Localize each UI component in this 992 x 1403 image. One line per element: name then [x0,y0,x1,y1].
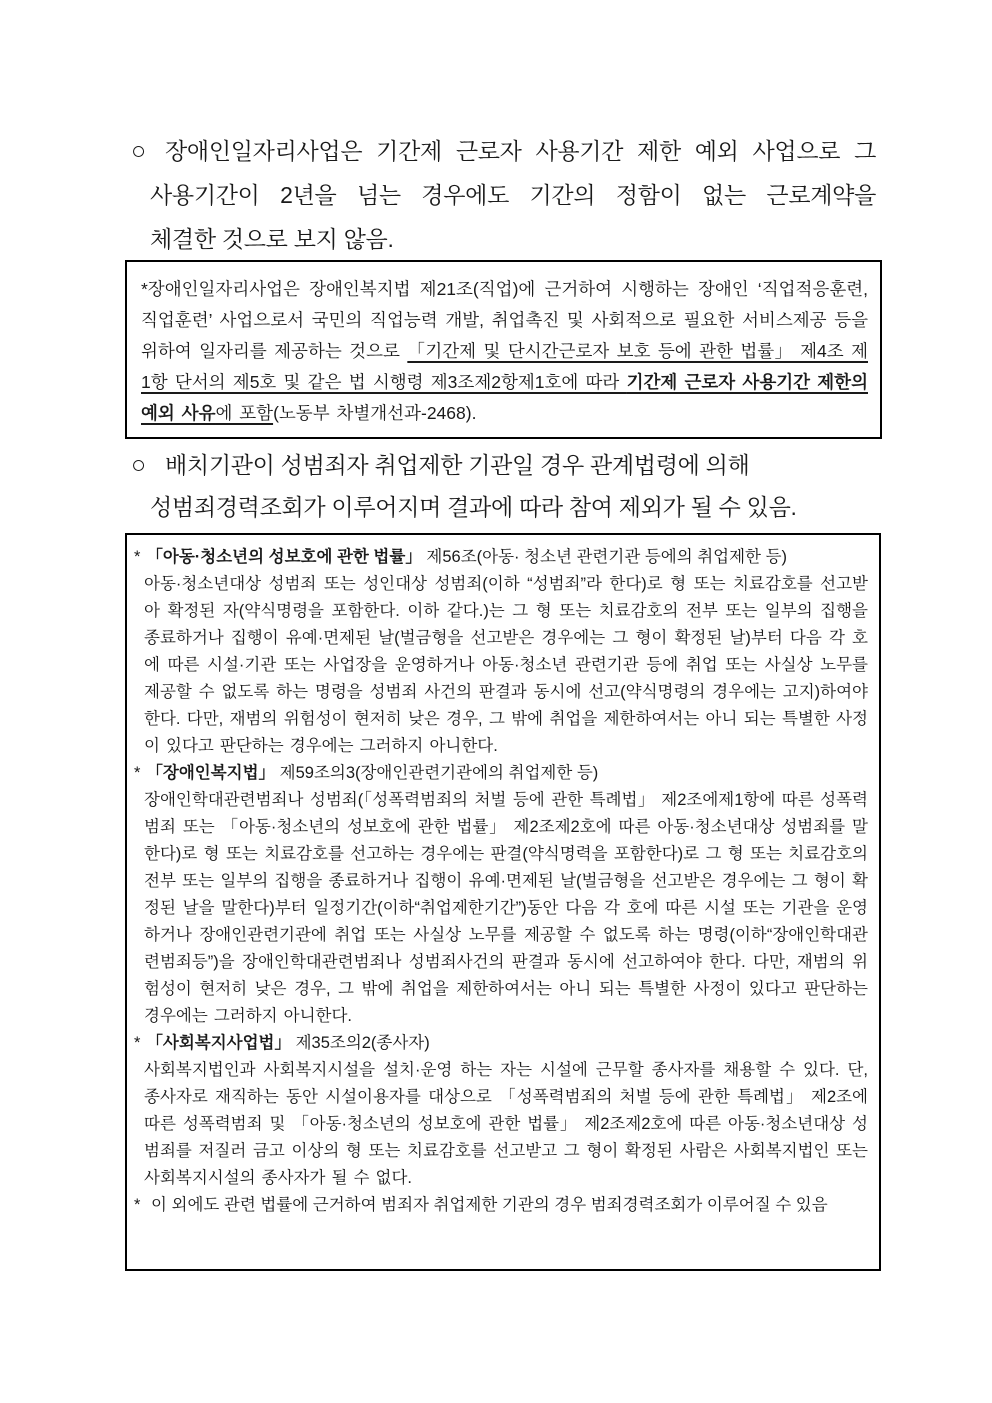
law-note-title [134,760,868,787]
law-note-title [134,1030,868,1057]
law-name-bold: 「아동·청소년의 성보호에 관한 법률」 [146,548,422,566]
note-box-fixed-term-exception [125,260,882,439]
bullet-line: 장애인일자리사업은 기간제 근로자 사용기간 제한 예외 사업으로 그 [165,138,876,164]
asterisk-marker: * [134,1196,141,1214]
asterisk-marker: * [134,1034,141,1052]
law-title-rest: 제59조의3(장애인관련기관에의 취업제한 등) [275,764,599,782]
note-text-run: *장애인일자리사업은 장애인복지법 제21조(직업)에 근거하여 시행하는 장애인 ‘직업적응훈련, 직업훈련’ 사업으로서 국민의 직업능력 개발, 취업촉진 및 사회적으로 필요한 서비스제공 등을 위하여 일자리를 제공하는 것으로 [141,279,868,361]
bullet-text [150,129,876,261]
asterisk-marker: * [134,548,141,566]
circle-bullet-icon: ○ [131,137,146,165]
note-box-employment-restriction-laws [125,533,881,1271]
circle-bullet-icon: ○ [131,451,146,479]
bullet-paragraph-sex-offense-record-check [131,444,891,528]
asterisk-marker: * [134,764,141,782]
law-note-item-social-welfare-act [134,1030,868,1192]
law-note-body: 장애인학대관련범죄나 성범죄(「성폭력범죄의 처벌 등에 관한 특례법」 제2조에제1항에 따른 성폭력범죄 또는 「아동·청소년의 성보호에 관한 법률」 제2조제2호에 따른 아동·청소년대상 성범죄를 말한다)로 형 또는 치료감호를 선고하는 경우에는 판결(약식명력을 포함한다)로 그 형 또는 치료감호의 전부 또는 일부의 집행을 종료하거나 집행이 유예·면제된 날(벌금형을 선고받은 경우에는 그 형이 확정된 날을 말한다)부터 일정기간(이하“취업제한기간”)동안 다음 각 호에 따른 시설 또는 기관을 운영하거나 장애인관련기관에 취업 또는 사실상 노무를 제공할 수 없도록 하는 명령(이하“장애인학대관련범죄등”)을 장애인학대관련범죄나 성범죄사건의 판결과 동시에 선고하여야 한다. 다만, 재범의 위험성이 현저히 낮은 경우, 그 밖에 취업을 제한하여서는 아니 되는 특별한 사정이 있다고 판단하는 경우에는 그러하지 아니한다. [144,791,868,1025]
note-text-run: (노동부 차별개선과-2468). [273,403,477,423]
law-note-item-other-laws [134,1192,868,1219]
law-title-rest: 제35조의2(종사자) [291,1034,430,1052]
bullet-text [150,444,891,528]
law-note-item-youth-protection-act [134,544,868,760]
law-note-title [134,1192,868,1219]
note-text-run-underline: 「기간제 및 단시간근로자 보호 등에 관한 법률」 제4조 제1항 단서의 제5호 및 같은 법 시행령 제3조제2항제1호에 따라 [141,341,868,392]
law-name-bold: 「장애인복지법」 [146,764,276,782]
law-note-title [134,544,868,571]
law-note-item-disabled-welfare-act [134,760,868,1030]
note-text-run-underline: 에 포함 [215,403,274,423]
note-paragraph [141,274,868,429]
bullet-line: 배치기관이 성범죄자 취업제한 기관일 경우 관계법령에 의해 [165,452,750,478]
bullet-line: 체결한 것으로 보지 않음. [150,226,394,252]
law-note-body: 아동·청소년대상 성범죄 또는 성인대상 성범죄(이하 “성범죄”라 한다)로 형 또는 치료감호를 선고받아 확정된 자(약식명령을 포함한다. 이하 같다.)는 그 형 또는 치료감호의 전부 또는 일부의 집행을 종료하거나 집행이 유예·면제된 날(벌금형을 선고받은 경우에는 그 형이 확정된 날)부터 다음 각 호에 따른 시설·기관 또는 사업장을 운영하거나 아동·청소년 관련기관 등에 취업 또는 사실상 노무를 제공할 수 없도록 하는 명령을 성범죄 사건의 판결과 동시에 선고(약식명령의 경우에는 고지)하여야 한다. 다만, 재범의 위험성이 현저히 낮은 경우, 그 밖에 취업을 제한하여서는 아니 되는 특별한 사정이 있다고 판단하는 경우에는 그러하지 아니한다. [144,575,868,755]
law-title-rest: 제56조(아동· 청소년 관련기관 등에의 취업제한 등) [421,548,788,566]
law-name-bold: 「사회복지사업법」 [146,1034,291,1052]
bullet-line: 성범죄경력조회가 이루어지며 결과에 따라 참여 제외가 될 수 있음. [150,494,797,520]
law-title-rest: 이 외에도 관련 법률에 근거하여 범죄자 취업제한 기관의 경우 범죄경력조회가 이루어질 수 있음 [146,1196,828,1214]
bullet-line: 사용기간이 2년을 넘는 경우에도 기간의 정함이 없는 근로계약을 [150,182,876,208]
bullet-paragraph-employment-period-exception [131,129,876,261]
note-text-run-bold-underline: 기간제 근로자 사용기간 제한의 예외 사유 [141,372,868,423]
law-note-body: 사회복지법인과 사회복지시설을 설치·운영 하는 자는 시설에 근무할 종사자를 채용할 수 있다. 단, 종사자로 재직하는 동안 시설이용자를 대상으로 「성폭력범죄의 처벌 등에 관한 특례법」 제2조에 따른 성폭력범죄 및 「아동·청소년의 성보호에 관한 법률」 제2조제2호에 따른 아동·청소년대상 성범죄를 저질러 금고 이상의 형 또는 치료감호를 선고받고 그 형이 확정된 사람은 사회복지법인 또는 사회복지시설의 종사자가 될 수 없다. [144,1061,868,1187]
